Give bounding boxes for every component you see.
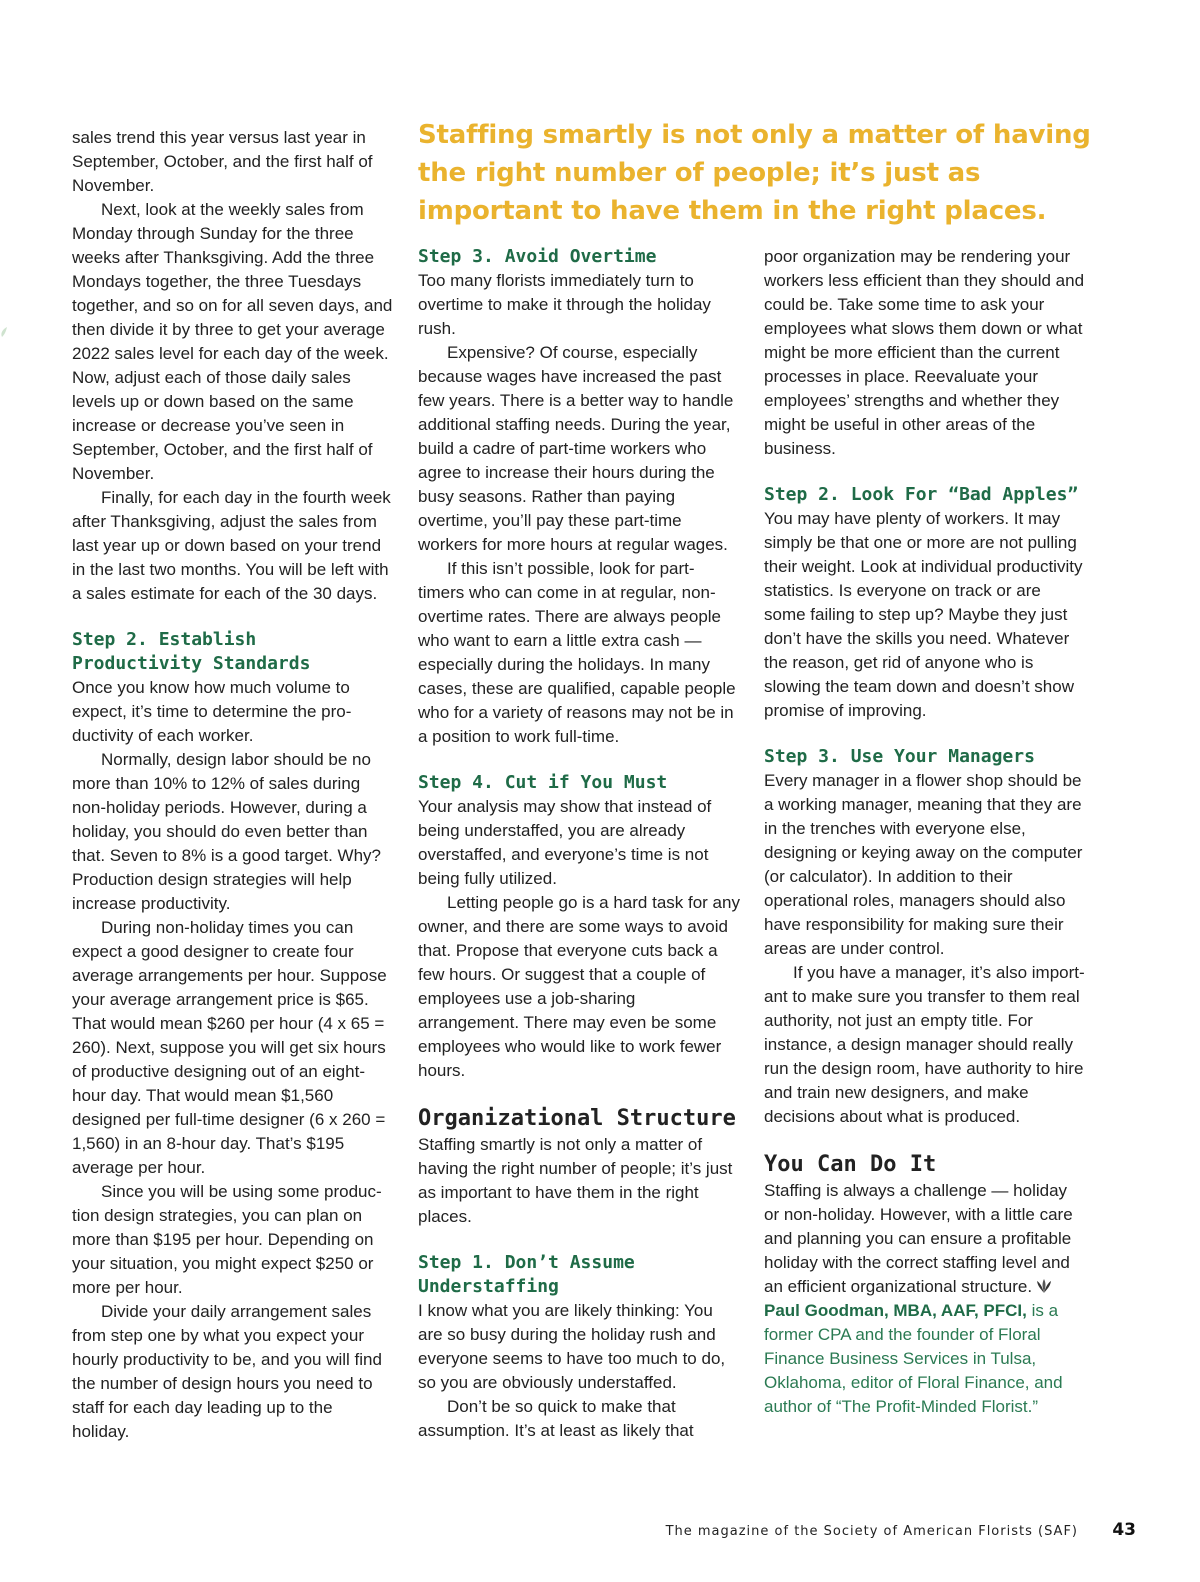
page-number: 43 <box>1112 1520 1136 1540</box>
paragraph: You may have plenty of workers. It may simply be that one or more are not pulling their weight. Look at individual productivity statistics. Is everyone on track or are some failing to step up? Maybe they just don’t have the skills you need. Whatever the reason, get rid of anyone who is slowing the team down and doesn’t show promise of improving. <box>764 509 1083 720</box>
step-2-bad-apples-heading: Step 2. Look For “Bad Apples” <box>764 484 1079 505</box>
paragraph: If you have a manager, it’s also import-ant to make sure you transfer to them real authority, not just an empty title. For instance, a design manager should really run the design room, have authority to hire and train new designers, and make decisions about what is produced. <box>764 963 1085 1126</box>
step-1-understaffing-heading: Step 1. Don’t Assume Understaffing <box>418 1252 635 1297</box>
author-bio <box>764 1299 1086 1419</box>
paragraph: Finally, for each day in the fourth week after Thanksgiving, adjust the sales from last year up or down based on your trend in the last two months. You will be left with a sales estimate for each of the 30 days. <box>72 488 391 603</box>
paragraph: Too many florists immediately turn to overtime to make it through the holiday rush. <box>418 271 711 338</box>
column-2 <box>418 245 740 1443</box>
step-2-establish-heading: Step 2. Establish Productivity Standards <box>72 629 311 674</box>
paragraph: Staffing smartly is not only a matter of having the right number of people; it’s just as important to have them in the right places. <box>418 1135 733 1226</box>
paragraph: Since you will be using some produc-tion design strategies, you can plan on more than $195 per hour. Depending on your situation, you might expect $250 or more per hour. <box>72 1182 382 1297</box>
paragraph: Your analysis may show that instead of being understaffed, you are already overstaffed, and everyone’s time is not being fully utilized. <box>418 797 712 888</box>
organizational-structure-heading: Organizational Structure <box>418 1106 736 1131</box>
paragraph: If this isn’t possible, look for part-timers who can come in at regular, non-overtime rates. There are always people who want to earn a little extra cash — especially during the holidays. In many cases, these are qualified, capable people who for a variety of reasons may not be in a position to work full-time. <box>418 559 736 746</box>
paragraph: Next, look at the weekly sales from Monday through Sunday for the three weeks after Thanksgiving. Add the three Mondays together, the three Tuesdays together, and so on for all seven days, and then divide it by three to get your average 2022 sales level for each day of the week. Now, adjust each of those daily sales levels up or down based on the same increase or decrease you’ve seen in September, October, and the first half of November. <box>72 200 393 483</box>
author-name: Paul Goodman, MBA, AAF, PFCI, <box>764 1301 1027 1320</box>
paragraph <box>764 1179 1086 1299</box>
paragraph: Letting people go is a hard task for any owner, and there are some ways to avoid that. Propose that everyone cuts back a few hours. Or suggest that a couple of employees use a job-sharing arrangement. There may even be some employees who would like to work fewer hours. <box>418 893 740 1080</box>
step-4-cut-heading: Step 4. Cut if You Must <box>418 772 668 793</box>
paragraph: Once you know how much volume to expect, it’s time to determine the pro-ductivity of each worker. <box>72 678 352 745</box>
you-can-do-it-heading: You Can Do It <box>764 1152 937 1177</box>
footer-magazine-title: The magazine of the Society of American Florists (SAF) <box>665 1524 1078 1539</box>
step-3-overtime-heading: Step 3. Avoid Overtime <box>418 246 657 267</box>
paragraph: sales trend this year versus last year in September, October, and the first half of November. <box>72 128 373 195</box>
column-1 <box>72 126 394 1444</box>
paragraph: Normally, design labor should be no more than 10% to 12% of sales during non-holiday periods. However, during a holiday, you should do even better than that. Seven to 8% is a good target. Why? Production design strategies will help increase productivity. <box>72 750 382 913</box>
paragraph: I know what you are likely thinking: You are so busy during the holiday rush and everyone seems to have too much to do, so you are obviously understaffed. <box>418 1301 726 1392</box>
leaf-mark-icon <box>0 326 8 338</box>
closing-text: Staffing is always a challenge — holiday or non-holiday. However, with a little care and planning you can ensure a profitable holiday with the correct staffing level and an efficient organizational structure. <box>764 1181 1073 1296</box>
paragraph: Divide your daily arrangement sales from step one by what you expect your hourly productivity to be, and you will find the number of design hours you need to staff for each day leading up to the holiday. <box>72 1302 382 1441</box>
paragraph: Every manager in a flower shop should be a working manager, meaning that they are in the trenches with everyone else, designing or keying away on the computer (or calculator). In addition to their operational roles, managers should also have responsibility for making sure their areas are under control. <box>764 771 1083 958</box>
page-footer <box>0 1522 1200 1546</box>
step-3-managers-heading: Step 3. Use Your Managers <box>764 746 1035 767</box>
pull-quote: Staffing smartly is not only a matter of having the right number of people; it’s just as important to have them in the right places. <box>418 120 1091 226</box>
paragraph: Expensive? Of course, especially because wages have increased the past few years. There is a better way to handle additional staffing needs. During the year, build a cadre of part-time workers who agree to increase their hours during the busy seasons. Rather than paying overtime, you’ll pay these part-time workers for more hours at regular wages. <box>418 343 734 554</box>
paragraph: Don’t be so quick to make that assumption. It’s at least as likely that <box>418 1397 694 1440</box>
flower-end-icon <box>1036 1278 1052 1294</box>
author-description: is a former CPA and the founder of Floral Finance Business Services in Tulsa, Oklahoma, editor of Floral Finance, and author of “The Profit-Minded Florist.” <box>764 1301 1063 1416</box>
column-3 <box>764 245 1086 1419</box>
paragraph: During non-holiday times you can expect a good designer to create four average arrangements per hour. Suppose your average arrangement price is $65. That would mean $260 per hour (4 x 65 = 260). Next, suppose you will get six hours of productive designing out of an eight-hour day. That would mean $1,560 designed per full-time designer (6 x 260 = 1,560) in an 8-hour day. That’s $195 average per hour. <box>72 918 387 1177</box>
paragraph: poor organization may be rendering your workers less efficient than they should and could be. Take some time to ask your employees what slows them down or what might be more efficient than the current processes in place. Reevaluate your employees’ strengths and whether they might be useful in other areas of the business. <box>764 247 1085 458</box>
